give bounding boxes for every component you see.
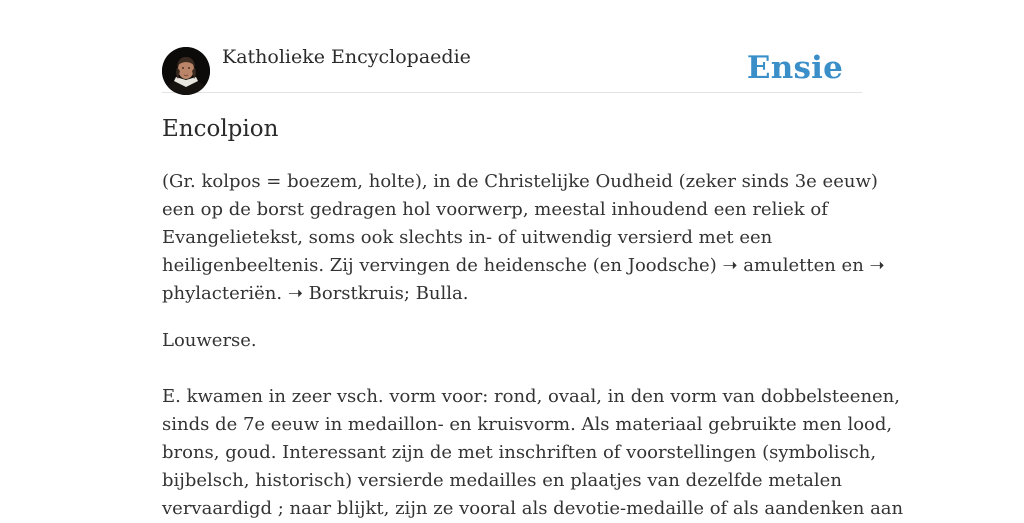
- text-line: vervaardigd ; naar blijkt, zijn ze vooral als devotie-medaille of als aandenken aan: [162, 498, 904, 519]
- entry-body: [162, 168, 904, 523]
- paragraph-description: [162, 383, 904, 523]
- portrait-icon: [162, 47, 210, 95]
- arrow-icon: ➝: [287, 283, 303, 304]
- text-line: een op de borst gedragen hol voorwerp, meestal inhoudend een reliek of: [162, 199, 828, 220]
- arrow-icon: ➝: [722, 255, 738, 276]
- brand-logo[interactable]: Ensie: [746, 50, 843, 86]
- link-borstkruis[interactable]: Borstkruis;: [308, 283, 410, 304]
- text-line: bijbelsch, historisch) versierde medailles en plaatjes van dezelfde metalen: [162, 470, 842, 491]
- link-amuletten[interactable]: amuletten: [743, 255, 836, 276]
- portrait-avatar[interactable]: [162, 47, 210, 95]
- text-fragment: en: [841, 255, 864, 276]
- author-name: Louwerse.: [162, 330, 257, 351]
- text-line: Evangelietekst, soms ook slechts in- of uitwendig versierd met een: [162, 227, 773, 248]
- paragraph-definition: [162, 168, 885, 308]
- source-title[interactable]: Katholieke Encyclopaedie: [222, 46, 471, 68]
- text-line: (Gr. kolpos = boezem, holte), in de Christelijke Oudheid (zeker sinds 3e eeuw): [162, 171, 878, 192]
- text-fragment: heiligenbeeltenis. Zij vervingen de heidensche (en Joodsche): [162, 255, 717, 276]
- entry-title: Encolpion: [162, 116, 279, 142]
- text-line: brons, goud. Interessant zijn de met inschriften of voorstellingen (symbolisch,: [162, 442, 877, 463]
- text-line: sinds de 7e eeuw in medaillon- en kruisvorm. Als materiaal gebruikte men lood,: [162, 414, 893, 435]
- text-line: E. kwamen in zeer vsch. vorm voor: rond, ovaal, in den vorm van dobbelsteenen,: [162, 386, 900, 407]
- arrow-icon: ➝: [869, 255, 885, 276]
- header: [162, 40, 862, 93]
- author-signature: [162, 327, 862, 355]
- text-line: [162, 252, 885, 280]
- text-line: [162, 280, 862, 308]
- link-bulla[interactable]: Bulla.: [415, 283, 469, 304]
- link-phylacterien[interactable]: phylacteriën.: [162, 283, 283, 304]
- page: [162, 0, 904, 519]
